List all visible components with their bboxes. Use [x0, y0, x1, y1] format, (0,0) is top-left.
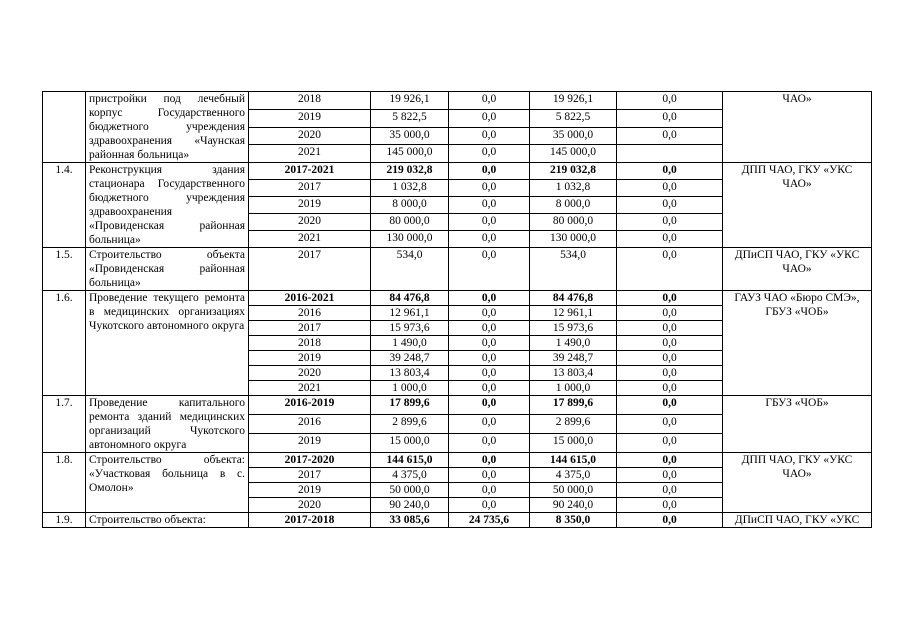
period-cell: 2017-2020: [249, 453, 371, 468]
regional-cell: 39 248,7: [530, 351, 617, 366]
federal-cell: 24 735,6: [449, 513, 530, 528]
federal-cell: 0,0: [449, 321, 530, 336]
item-description: Проведение капитального ремонта зданий медицинских организаций Чукотского автономного округа: [86, 396, 249, 453]
regional-cell: 50 000,0: [530, 483, 617, 498]
period-cell: 2016-2019: [249, 396, 371, 415]
table-row: [43, 163, 872, 180]
regional-cell: 13 803,4: [530, 366, 617, 381]
period-cell: 2017: [249, 321, 371, 336]
federal-cell: 0,0: [449, 468, 530, 483]
period-cell: 2018: [249, 336, 371, 351]
federal-cell: 0,0: [449, 248, 530, 291]
other-cell: 0,0: [617, 306, 723, 321]
regional-cell: 219 032,8: [530, 163, 617, 180]
regional-cell: 1 000,0: [530, 381, 617, 396]
other-cell: [617, 145, 723, 163]
item-number: 1.5.: [43, 248, 86, 291]
other-cell: 0,0: [617, 434, 723, 453]
federal-cell: 0,0: [449, 145, 530, 163]
period-cell: 2020: [249, 366, 371, 381]
total-cell: 13 803,4: [371, 366, 449, 381]
regional-cell: 8 000,0: [530, 197, 617, 214]
period-cell: 2020: [249, 214, 371, 231]
federal-cell: 0,0: [449, 498, 530, 513]
period-cell: 2017-2018: [249, 513, 371, 528]
regional-cell: 90 240,0: [530, 498, 617, 513]
item-description: Строительство объекта «Провиденская районная больница»: [86, 248, 249, 291]
total-cell: 12 961,1: [371, 306, 449, 321]
item-number: 1.7.: [43, 396, 86, 453]
other-cell: 0,0: [617, 248, 723, 291]
period-cell: 2016-2021: [249, 291, 371, 306]
other-cell: 0,0: [617, 214, 723, 231]
period-cell: 2017-2021: [249, 163, 371, 180]
other-cell: 0,0: [617, 513, 723, 528]
total-cell: 8 000,0: [371, 197, 449, 214]
responsible-executor: ДПиСП ЧАО, ГКУ «УКС: [723, 513, 872, 528]
total-cell: 2 899,6: [371, 415, 449, 434]
table-row: [43, 248, 872, 291]
table-body: [43, 92, 872, 528]
other-cell: 0,0: [617, 453, 723, 468]
total-cell: 4 375,0: [371, 468, 449, 483]
responsible-executor: ДПиСП ЧАО, ГКУ «УКС ЧАО»: [723, 248, 872, 291]
period-cell: 2016: [249, 415, 371, 434]
period-cell: 2018: [249, 92, 371, 110]
total-cell: 144 615,0: [371, 453, 449, 468]
total-cell: 15 000,0: [371, 434, 449, 453]
total-cell: 1 490,0: [371, 336, 449, 351]
table-row: [43, 513, 872, 528]
regional-cell: 12 961,1: [530, 306, 617, 321]
period-cell: 2020: [249, 127, 371, 145]
regional-cell: 130 000,0: [530, 231, 617, 248]
period-cell: 2021: [249, 145, 371, 163]
federal-cell: 0,0: [449, 396, 530, 415]
federal-cell: 0,0: [449, 366, 530, 381]
period-cell: 2019: [249, 351, 371, 366]
federal-cell: 0,0: [449, 214, 530, 231]
regional-cell: 5 822,5: [530, 109, 617, 127]
table-row: [43, 453, 872, 468]
total-cell: 15 973,6: [371, 321, 449, 336]
table-row: [43, 92, 872, 110]
regional-cell: 145 000,0: [530, 145, 617, 163]
responsible-executor: ГБУЗ «ЧОБ»: [723, 396, 872, 453]
regional-cell: 1 032,8: [530, 180, 617, 197]
total-cell: 219 032,8: [371, 163, 449, 180]
total-cell: 80 000,0: [371, 214, 449, 231]
table-row: [43, 396, 872, 415]
federal-cell: 0,0: [449, 483, 530, 498]
other-cell: 0,0: [617, 180, 723, 197]
total-cell: 50 000,0: [371, 483, 449, 498]
other-cell: 0,0: [617, 483, 723, 498]
item-number: 1.6.: [43, 291, 86, 396]
other-cell: 0,0: [617, 415, 723, 434]
total-cell: 534,0: [371, 248, 449, 291]
federal-cell: 0,0: [449, 109, 530, 127]
regional-cell: 84 476,8: [530, 291, 617, 306]
other-cell: 0,0: [617, 351, 723, 366]
period-cell: 2019: [249, 434, 371, 453]
federal-cell: 0,0: [449, 180, 530, 197]
program-table: [42, 91, 872, 528]
other-cell: 0,0: [617, 498, 723, 513]
federal-cell: 0,0: [449, 231, 530, 248]
other-cell: 0,0: [617, 396, 723, 415]
regional-cell: 80 000,0: [530, 214, 617, 231]
other-cell: 0,0: [617, 92, 723, 110]
federal-cell: 0,0: [449, 291, 530, 306]
regional-cell: 15 973,6: [530, 321, 617, 336]
item-description: Строительство объекта: «Участковая больница в с. Омолон»: [86, 453, 249, 513]
period-cell: 2019: [249, 483, 371, 498]
other-cell: 0,0: [617, 197, 723, 214]
other-cell: 0,0: [617, 321, 723, 336]
federal-cell: 0,0: [449, 163, 530, 180]
other-cell: 0,0: [617, 163, 723, 180]
federal-cell: 0,0: [449, 453, 530, 468]
other-cell: 0,0: [617, 468, 723, 483]
item-number: [43, 92, 86, 163]
other-cell: 0,0: [617, 231, 723, 248]
regional-cell: 19 926,1: [530, 92, 617, 110]
responsible-executor: ГАУЗ ЧАО «Бюро СМЭ», ГБУЗ «ЧОБ»: [723, 291, 872, 396]
period-cell: 2019: [249, 109, 371, 127]
item-description: Реконструкция здания стационара Государственного бюджетного учреждения здравоохранения «Провиденская районная больница»: [86, 163, 249, 248]
item-number: 1.4.: [43, 163, 86, 248]
other-cell: 0,0: [617, 366, 723, 381]
regional-cell: 35 000,0: [530, 127, 617, 145]
regional-cell: 17 899,6: [530, 396, 617, 415]
period-cell: 2016: [249, 306, 371, 321]
regional-cell: 8 350,0: [530, 513, 617, 528]
other-cell: 0,0: [617, 336, 723, 351]
period-cell: 2021: [249, 381, 371, 396]
regional-cell: 1 490,0: [530, 336, 617, 351]
responsible-executor: ДПП ЧАО, ГКУ «УКС ЧАО»: [723, 453, 872, 513]
period-cell: 2017: [249, 180, 371, 197]
item-description: Проведение текущего ремонта в медицинских организациях Чукотского автономного округа: [86, 291, 249, 396]
other-cell: 0,0: [617, 127, 723, 145]
regional-cell: 4 375,0: [530, 468, 617, 483]
total-cell: 84 476,8: [371, 291, 449, 306]
federal-cell: 0,0: [449, 434, 530, 453]
total-cell: 5 822,5: [371, 109, 449, 127]
period-cell: 2021: [249, 231, 371, 248]
item-description: пристройки под лечебный корпус Государственного бюджетного учреждения здравоохранения «Чаунская районная больница»: [86, 92, 249, 163]
federal-cell: 0,0: [449, 92, 530, 110]
federal-cell: 0,0: [449, 381, 530, 396]
item-description: Строительство объекта:: [86, 513, 249, 528]
period-cell: 2019: [249, 197, 371, 214]
federal-cell: 0,0: [449, 306, 530, 321]
other-cell: 0,0: [617, 291, 723, 306]
federal-cell: 0,0: [449, 127, 530, 145]
total-cell: 1 000,0: [371, 381, 449, 396]
federal-cell: 0,0: [449, 336, 530, 351]
total-cell: 1 032,8: [371, 180, 449, 197]
total-cell: 33 085,6: [371, 513, 449, 528]
other-cell: 0,0: [617, 109, 723, 127]
total-cell: 35 000,0: [371, 127, 449, 145]
federal-cell: 0,0: [449, 197, 530, 214]
regional-cell: 15 000,0: [530, 434, 617, 453]
total-cell: 19 926,1: [371, 92, 449, 110]
federal-cell: 0,0: [449, 351, 530, 366]
regional-cell: 534,0: [530, 248, 617, 291]
period-cell: 2017: [249, 248, 371, 291]
regional-cell: 144 615,0: [530, 453, 617, 468]
regional-cell: 2 899,6: [530, 415, 617, 434]
total-cell: 145 000,0: [371, 145, 449, 163]
responsible-executor: ЧАО»: [723, 92, 872, 163]
total-cell: 17 899,6: [371, 396, 449, 415]
table-row: [43, 291, 872, 306]
responsible-executor: ДПП ЧАО, ГКУ «УКС ЧАО»: [723, 163, 872, 248]
federal-cell: 0,0: [449, 415, 530, 434]
other-cell: 0,0: [617, 381, 723, 396]
period-cell: 2020: [249, 498, 371, 513]
total-cell: 39 248,7: [371, 351, 449, 366]
item-number: 1.9.: [43, 513, 86, 528]
period-cell: 2017: [249, 468, 371, 483]
item-number: 1.8.: [43, 453, 86, 513]
total-cell: 130 000,0: [371, 231, 449, 248]
total-cell: 90 240,0: [371, 498, 449, 513]
